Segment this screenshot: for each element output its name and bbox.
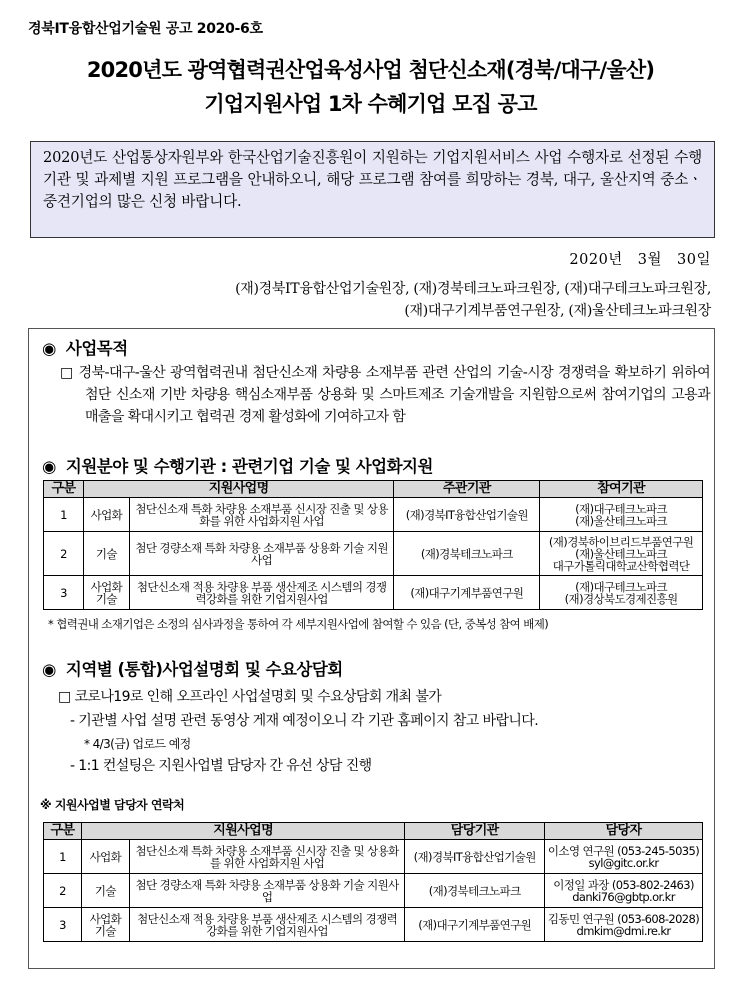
column-header: 담당기관 [405, 823, 545, 840]
section-support-heading [42, 453, 433, 477]
contacts-heading: ※ 지원사업별 담당자 연락처 [40, 798, 185, 812]
row-lead-org: (재)경북IT융합산업기술원 [394, 498, 540, 532]
column-header: 구분 [44, 481, 84, 498]
column-header: 주관기관 [394, 481, 540, 498]
bullseye-icon: ◉ [42, 457, 56, 476]
row-program: 첨단신소재 특화 차량용 소재부품 신시장 진출 및 상용화를 위한 사업화지원 사업 [129, 498, 394, 532]
support-table [43, 480, 703, 610]
issuer-line-1: (재)경북IT융합산업기술원장, (재)경북테크노파크원장, (재)대구테크노파크원장, [235, 281, 711, 297]
row-number: 3 [44, 576, 84, 610]
page-title: 2020년도 광역협력권산업육성사업 첨단신소재(경북/대구/울산) [86, 58, 655, 82]
row-type: 사업화 [81, 840, 129, 874]
row-number: 1 [44, 498, 84, 532]
purpose-paragraph [60, 362, 710, 428]
section-heading-text: 사업목적 [65, 339, 128, 358]
table-row [44, 532, 703, 576]
row-partners: (재)대구테크노파크 (재)울산테크노파크 [540, 498, 703, 532]
row-org: (재)경북테크노파크 [405, 874, 545, 908]
section-purpose-heading [42, 335, 128, 359]
bullseye-icon: ◉ [42, 339, 56, 358]
table-row [44, 874, 703, 908]
intro-text: 2020년도 산업통상자원부와 한국산업기술진흥원이 지원하는 기업지원서비스 사업 수행자로 선정된 수행기관 및 과제별 지원 프로그램을 안내하오니, 해당 프로그램 참여를 희망하는 경북, 대구, 울산지역 중소ㆍ중견기업의 많은 신청 바랍니다. [43, 149, 702, 210]
purpose-text: 경북-대구-울산 광역협력권내 첨단신소재 차량용 소재부품 관련 산업의 기술-시장 경쟁력을 확보하기 위하여 첨단 신소재 기반 차량용 핵심소재부품 상용화 및 스마트제조 기술개발을 지원함으로써 참여기업의 고용과 매출을 확대시키고 협력권 경제 활성화에 기여하고자 함 [78, 365, 710, 425]
issuer-line-2: (재)대구기계부품연구원장, (재)울산테크노파크원장 [404, 303, 711, 319]
row-lead-org: (재)경북테크노파크 [394, 532, 540, 576]
row-number: 2 [44, 874, 82, 908]
row-type: 사업화 기술 [81, 908, 129, 942]
notice-number: 경북IT융합산업기술원 공고 2020-6호 [28, 21, 263, 37]
contact-person: 이정일 과장 (053-802-2463) [553, 877, 694, 892]
row-contact [545, 908, 703, 942]
column-header: 지원사업명 [81, 823, 404, 840]
row-type: 사업화 [83, 498, 129, 532]
column-header: 지원사업명 [83, 481, 393, 498]
row-org: (재)경북IT융합산업기술원 [405, 840, 545, 874]
row-program: 첨단 경량소재 특화 차량용 소재부품 상용화 기술 지원사업 [129, 874, 404, 908]
row-contact [545, 874, 703, 908]
contact-person: 김동민 연구원 (053-608-2028) [547, 911, 700, 926]
row-org: (재)대구기계부품연구원 [405, 908, 545, 942]
table-footnote: * 협력권내 소재기업은 소정의 심사과정을 통하여 각 세부지원사업에 참여할 수 있음 (단, 중복성 참여 배제) [48, 617, 549, 631]
row-program: 첨단신소재 적용 차량용 부품 생산제조 시스템의 경쟁력강화를 위한 기업지원사업 [129, 576, 394, 610]
table-row [44, 576, 703, 610]
checkbox-bullet-icon: □ [60, 365, 74, 381]
bullseye-icon: ◉ [42, 660, 56, 679]
briefing-line-4: - 1:1 컨설팅은 지원사업별 담당자 간 유선 상담 진행 [70, 758, 372, 774]
section-heading-text: 지원분야 및 수행기관 : 관련기업 기술 및 사업화지원 [65, 457, 433, 476]
row-type: 기술 [83, 532, 129, 576]
row-partners: (재)대구테크노파크 (재)경상북도경제진흥원 [540, 576, 703, 610]
row-number: 3 [44, 908, 82, 942]
briefing-line-1: □ 코로나19로 인해 오프라인 사업설명회 및 수요상담회 개최 불가 [58, 689, 442, 705]
contact-person: 이소영 연구원 (053-245-5035) [547, 843, 700, 858]
row-partners: (재)경북하이브리드부품연구원 (재)울산테크노파크 대구가톨릭대학교산학협력단 [540, 532, 703, 576]
row-program: 첨단 경량소재 특화 차량용 소재부품 상용화 기술 지원사업 [129, 532, 394, 576]
contact-email[interactable]: danki76@gbtp.or.kr [572, 889, 675, 904]
issuer-list [71, 278, 711, 322]
contact-email[interactable]: syl@gitc.or.kr [588, 855, 659, 870]
page-subtitle: 기업지원사업 1차 수혜기업 모집 공고 [204, 92, 537, 116]
column-header: 구분 [44, 823, 82, 840]
table-row [44, 908, 703, 942]
row-number: 2 [44, 532, 84, 576]
column-header: 담당자 [545, 823, 703, 840]
contact-email[interactable]: dmkim@dmi.re.kr [576, 923, 671, 938]
row-type: 사업화 기술 [83, 576, 129, 610]
table-row [44, 498, 703, 532]
row-program: 첨단신소재 적용 차량용 부품 생산제조 시스템의 경쟁력강화를 위한 기업지원사업 [129, 908, 404, 942]
table-row [44, 840, 703, 874]
row-program: 첨단신소재 특화 차량용 소재부품 신시장 진출 및 상용화를 위한 사업화지원 사업 [129, 840, 404, 874]
section-heading-text: 지역별 (통합)사업설명회 및 수요상담회 [65, 660, 343, 679]
row-contact [545, 840, 703, 874]
briefing-line-2: - 기관별 사업 설명 관련 동영상 게재 예정이오니 각 기관 홈페이지 참고 바랍니다. [70, 713, 539, 729]
announcement-date: 2020년 3월 30일 [569, 252, 711, 268]
row-number: 1 [44, 840, 82, 874]
table-header-row [44, 823, 703, 840]
intro-box [30, 141, 715, 238]
checkbox-bullet-icon: □ [58, 689, 71, 705]
table-header-row [44, 481, 703, 498]
contacts-table [43, 822, 703, 942]
column-header: 참여기관 [540, 481, 703, 498]
briefing-line-3: * 4/3(금) 업로드 예정 [84, 737, 191, 751]
row-lead-org: (재)대구기계부품연구원 [394, 576, 540, 610]
section-briefing-heading [42, 656, 343, 680]
row-type: 기술 [81, 874, 129, 908]
